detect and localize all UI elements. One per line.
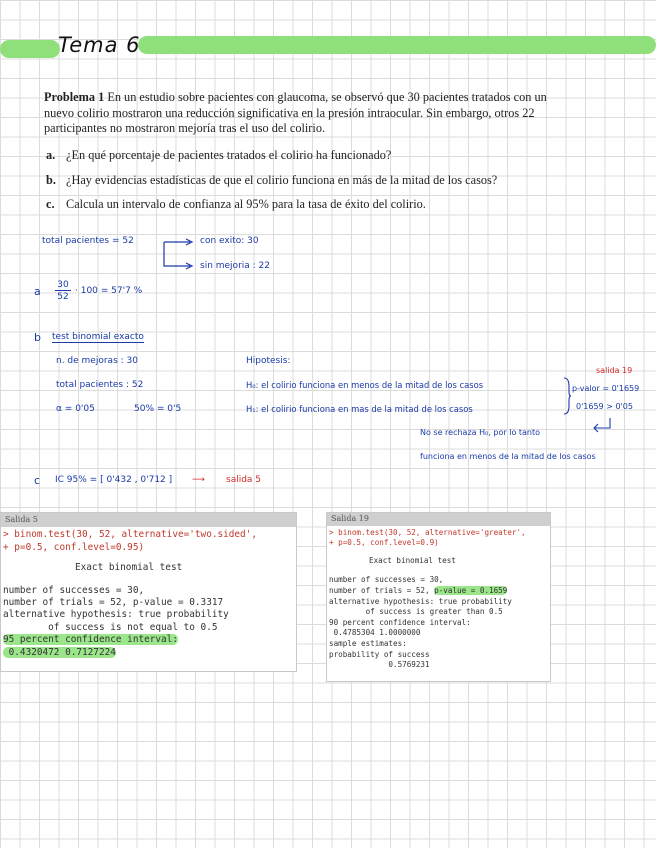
r-command: + p=0.5, conf.level=0.9) (329, 538, 439, 548)
note-a-den: 52 (57, 292, 69, 302)
problem-heading: Problema 1 (44, 90, 105, 104)
r-line: probability of success (329, 649, 430, 659)
question-b (46, 173, 566, 188)
question-text: ¿En qué porcentaje de pacientes tratados el colirio ha funcionado? (66, 148, 392, 162)
problem-text: En un estudio sobre pacientes con glaucoma, se observó que 30 pacientes tratados con un nuevo colirio mostraron una reducción significativa en la presión intraocular. Sin embargo, otros 22 participantes no mostraron mejoría tras el uso del colirio. (44, 90, 547, 136)
note-mejoras: n. de mejoras : 30 (56, 356, 138, 366)
title-highlight-right (138, 36, 656, 54)
note-alpha: α = 0'05 (56, 404, 95, 414)
r-line: alternative hypothesis: true probability (329, 596, 512, 606)
note-compare: 0'1659 > 0'05 (576, 402, 633, 411)
r-ci-label-highlight: 95 percent confidence interval: (3, 634, 178, 646)
note-b-title: test binomial exacto (52, 332, 144, 342)
note-total2: total pacientes : 52 (56, 380, 144, 390)
r-line: of success is greater than 0.5 (329, 607, 503, 617)
r-line: 0.4785304 1.0000000 (329, 628, 421, 638)
note-hipotesis: Hipotesis: (246, 356, 291, 366)
r-ci-values-highlight: 0.4320472 0.7127224 (3, 646, 116, 658)
note-conclusion1: No se rechaza H₀, por lo tanto (420, 428, 541, 437)
r-test-title: Exact binomial test (75, 562, 183, 574)
question-label: b. (46, 173, 56, 187)
note-h0: H₀: el colirio funciona en menos de la mitad de los casos (246, 380, 484, 390)
brace (562, 376, 572, 416)
question-text: Calcula un intervalo de confianza al 95% para la tasa de éxito del colirio. (66, 197, 426, 211)
r-pvalue-highlight: p-value = 0.1659 (434, 585, 508, 595)
r-line: alternative hypothesis: true probability (3, 609, 229, 621)
question-c (46, 197, 566, 212)
r-command: > binom.test(30, 52, alternative='two.sided', (3, 529, 257, 541)
r-output-salida-5 (0, 512, 297, 672)
question-text: ¿Hay evidencias estadísticas de que el colirio funciona en más de la mitad de los casos? (66, 173, 498, 187)
note-ic: IC 95% = [ 0'432 , 0'712 ] (55, 475, 173, 485)
bracket-arrows (162, 236, 198, 270)
note-c-label: c (34, 474, 41, 487)
note-salida5: salida 5 (226, 475, 262, 485)
r-test-title: Exact binomial test (369, 555, 456, 565)
question-label: c. (46, 197, 55, 211)
r-line: 90 percent confidence interval: (329, 617, 471, 627)
note-conclusion2: funciona en menos de la mitad de los casos (420, 452, 596, 461)
r-line: number of trials = 52, p-value = 0.3317 (3, 597, 224, 609)
return-arrow (592, 418, 614, 434)
note-salida5-arrow: ⟶ (192, 475, 205, 485)
note-a-result: · 100 = 57'7 % (75, 286, 143, 296)
r-line: number of trials = 52, (329, 585, 435, 595)
problem-statement (44, 90, 564, 137)
note-nosuccess: sin mejoria : 22 (200, 261, 270, 271)
question-a (46, 148, 566, 163)
r-line: of success is not equal to 0.5 (3, 621, 218, 633)
question-label: a. (46, 148, 56, 162)
note-a-num: 30 (55, 280, 71, 291)
note-total: total pacientes = 52 (42, 236, 134, 246)
note-p50: 50% = 0'5 (134, 404, 182, 414)
r-output-salida-19 (326, 512, 551, 682)
note-a-label: a (34, 285, 41, 298)
r-output-header: Salida 19 (327, 513, 550, 526)
page-title: Tema 6 (58, 33, 141, 57)
note-b-label: b (34, 331, 41, 344)
note-salida19: salida 19 (596, 366, 633, 375)
r-line: 0.5769231 (329, 660, 430, 670)
r-line: sample estimates: (329, 638, 407, 648)
r-line: number of successes = 30, (3, 584, 145, 596)
note-pvalue: p-valor = 0'1659 (572, 384, 640, 393)
title-highlight-left (0, 40, 60, 58)
note-h1: H₁: el colirio funciona en mas de la mitad de los casos (246, 404, 473, 414)
note-success: con exito: 30 (200, 236, 259, 246)
r-line: number of successes = 30, (329, 575, 444, 585)
r-command: > binom.test(30, 52, alternative='greater', (329, 527, 526, 537)
r-command: + p=0.5, conf.level=0.95) (3, 541, 145, 553)
r-output-header: Salida 5 (1, 513, 296, 527)
